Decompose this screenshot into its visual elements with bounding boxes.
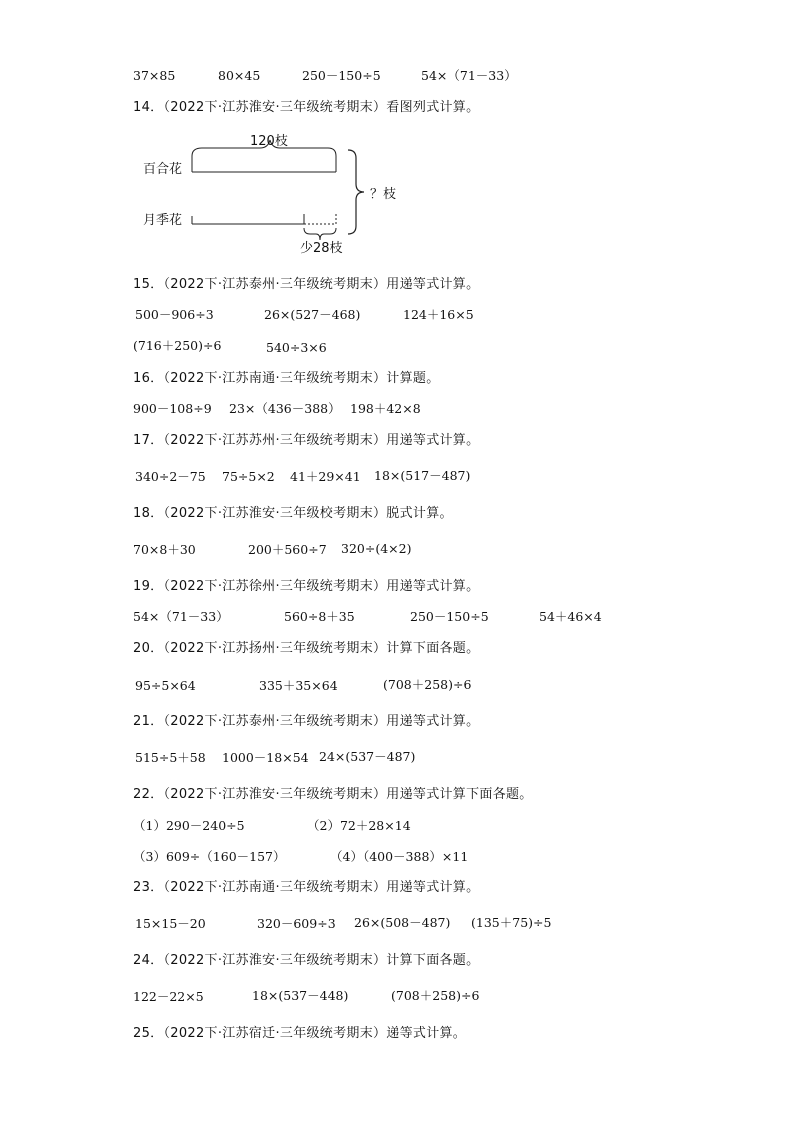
expression: 18×(517－487): [374, 468, 471, 483]
expression: (708＋258)÷6: [391, 988, 480, 1003]
question-14-heading: 14．（2022下·江苏淮安·三年级统考期末）看图列式计算。: [133, 100, 480, 115]
expression: 122－22×5: [133, 989, 204, 1004]
expression: （4）（400－388）×11: [330, 849, 469, 864]
expression: 1000－18×54: [222, 750, 309, 765]
expression: 15×15－20: [135, 916, 206, 931]
expression: （2）72＋28×14: [307, 818, 411, 833]
expression: 70×8＋30: [133, 542, 196, 557]
question-20-heading: 20．（2022下·江苏扬州·三年级统考期末）计算下面各题。: [133, 641, 480, 656]
question-19-heading: 19．（2022下·江苏徐州·三年级统考期末）用递等式计算。: [133, 579, 480, 594]
expression: 540÷3×6: [266, 340, 327, 355]
question-21-heading: 21．（2022下·江苏泰州·三年级统考期末）用递等式计算。: [133, 714, 480, 729]
expression: 75÷5×2: [222, 469, 275, 484]
question-16-heading: 16．（2022下·江苏南通·三年级统考期末）计算题。: [133, 371, 440, 386]
question-22-heading: 22．（2022下·江苏淮安·三年级统考期末）用递等式计算下面各题。: [133, 787, 533, 802]
expression: 198＋42×8: [350, 401, 421, 416]
expression: 18×(537－448): [252, 988, 349, 1003]
expression: 515÷5＋58: [135, 750, 206, 765]
question-18-heading: 18．（2022下·江苏淮安·三年级校考期末）脱式计算。: [133, 506, 453, 521]
expression: 54×（71－33）: [133, 609, 229, 624]
expression: 320÷(4×2): [341, 541, 412, 556]
expression: 340÷2－75: [135, 469, 206, 484]
expression: 250－150÷5: [302, 68, 381, 83]
diagram-row-rose: 月季花: [143, 213, 183, 228]
expression: (135＋75)÷5: [471, 915, 552, 930]
expression: 54＋46×4: [539, 609, 602, 624]
expression: 24×(537－487): [319, 749, 416, 764]
expression: 26×(527－468): [264, 307, 361, 322]
expression: 124＋16×5: [403, 307, 474, 322]
expression: 80×45: [218, 68, 261, 83]
expression: （3）609÷（160－157）: [133, 849, 286, 864]
expression: 26×(508－487): [354, 915, 451, 930]
expression: 95÷5×64: [135, 678, 196, 693]
expression: 500－906÷3: [135, 307, 214, 322]
expression: （1）290－240÷5: [133, 818, 245, 833]
expression: 335＋35×64: [259, 678, 338, 693]
expression: 23×（436－388）: [229, 401, 341, 416]
expression: 560÷8＋35: [284, 609, 355, 624]
expression: 200＋560÷7: [248, 542, 327, 557]
expression: 250－150÷5: [410, 609, 489, 624]
question-24-heading: 24．（2022下·江苏淮安·三年级统考期末）计算下面各题。: [133, 953, 480, 968]
expression: (716＋250)÷6: [133, 338, 222, 353]
question-25-heading: 25．（2022下·江苏宿迁·三年级统考期末）递等式计算。: [133, 1026, 467, 1041]
expression: 320－609÷3: [257, 916, 336, 931]
diagram-total-label: ？枝: [370, 187, 397, 202]
expression: 54×（71－33）: [421, 68, 517, 83]
expression: 900－108÷9: [133, 401, 212, 416]
question-17-heading: 17．（2022下·江苏苏州·三年级统考期末）用递等式计算。: [133, 433, 480, 448]
question-23-heading: 23．（2022下·江苏南通·三年级统考期末）用递等式计算。: [133, 880, 480, 895]
diagram-less-label: 少28枝: [300, 241, 343, 256]
diagram-row-lily: 百合花: [143, 162, 183, 177]
expression: 41＋29×41: [290, 469, 361, 484]
less-brace: [304, 228, 336, 240]
diagram-top-label: 120枝: [250, 134, 288, 149]
expression: 37×85: [133, 68, 176, 83]
question-15-heading: 15．（2022下·江苏泰州·三年级统考期末）用递等式计算。: [133, 277, 480, 292]
expression: (708＋258)÷6: [383, 677, 472, 692]
right-brace: [348, 150, 364, 234]
